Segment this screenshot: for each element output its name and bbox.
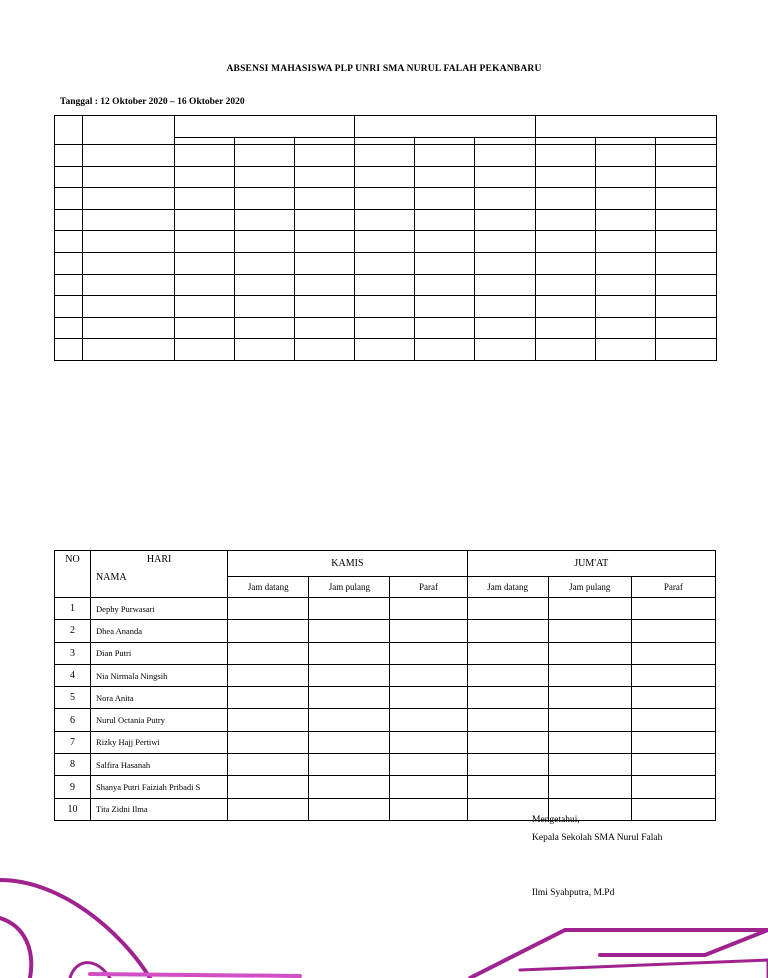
header-jam-pulang: Jam pulang [548,577,631,598]
header-no: NO [55,551,91,598]
student-name: Dian Putri [91,642,228,664]
header-paraf: Paraf [390,577,467,598]
student-name: Shanya Putri Faiziah Pribadi S [91,776,228,798]
row-number: 9 [55,776,91,798]
swoosh-light-band [90,974,300,976]
document-title: ABSENSI MAHASISWA PLP UNRI SMA NURUL FALAH PEKANBARU [226,64,542,74]
row-number: 1 [55,598,91,620]
header-day-kamis: KAMIS [228,551,467,577]
ribbon-shape-top [470,930,768,978]
header-jam-pulang: Jam pulang [309,577,390,598]
signer-position: Kepala Sekolah SMA Nurul Falah [532,833,663,843]
acknowledged-label: Mengetahui, [532,815,580,825]
student-name: Tita Zidni Ilma [91,798,228,820]
row-number: 8 [55,754,91,776]
header-hari: HARI [146,554,172,565]
student-name: Nurul Octania Putry [91,709,228,731]
header-jam-datang: Jam datang [467,577,548,598]
student-name: Rizky Hajj Pertiwi [91,731,228,753]
swoosh-inner-curve [0,918,31,978]
ribbon-shape-bottom [520,960,768,978]
date-line: Tanggal : 12 Oktober 2020 – 16 Oktober 2020 [60,97,245,107]
student-name: Nora Anita [91,687,228,709]
row-number: 6 [55,709,91,731]
header-nama: NAMA [96,572,127,583]
student-name: Dhea Ananda [91,620,228,642]
row-number: 5 [55,687,91,709]
row-number: 2 [55,620,91,642]
row-number: 7 [55,731,91,753]
header-paraf: Paraf [631,577,715,598]
signer-name: Ilmi Syahputra, M.Pd [532,888,615,898]
header-jam-datang: Jam datang [228,577,309,598]
student-name: Dephy Purwasari [91,598,228,620]
swoosh-outer-curve [0,880,150,978]
student-name: Salfira Hasanah [91,754,228,776]
row-number: 10 [55,798,91,820]
student-name: Nia Nirmala Ningsih [91,664,228,686]
row-number: 3 [55,642,91,664]
header-day-jumat: JUM'AT [467,551,715,577]
row-number: 4 [55,664,91,686]
